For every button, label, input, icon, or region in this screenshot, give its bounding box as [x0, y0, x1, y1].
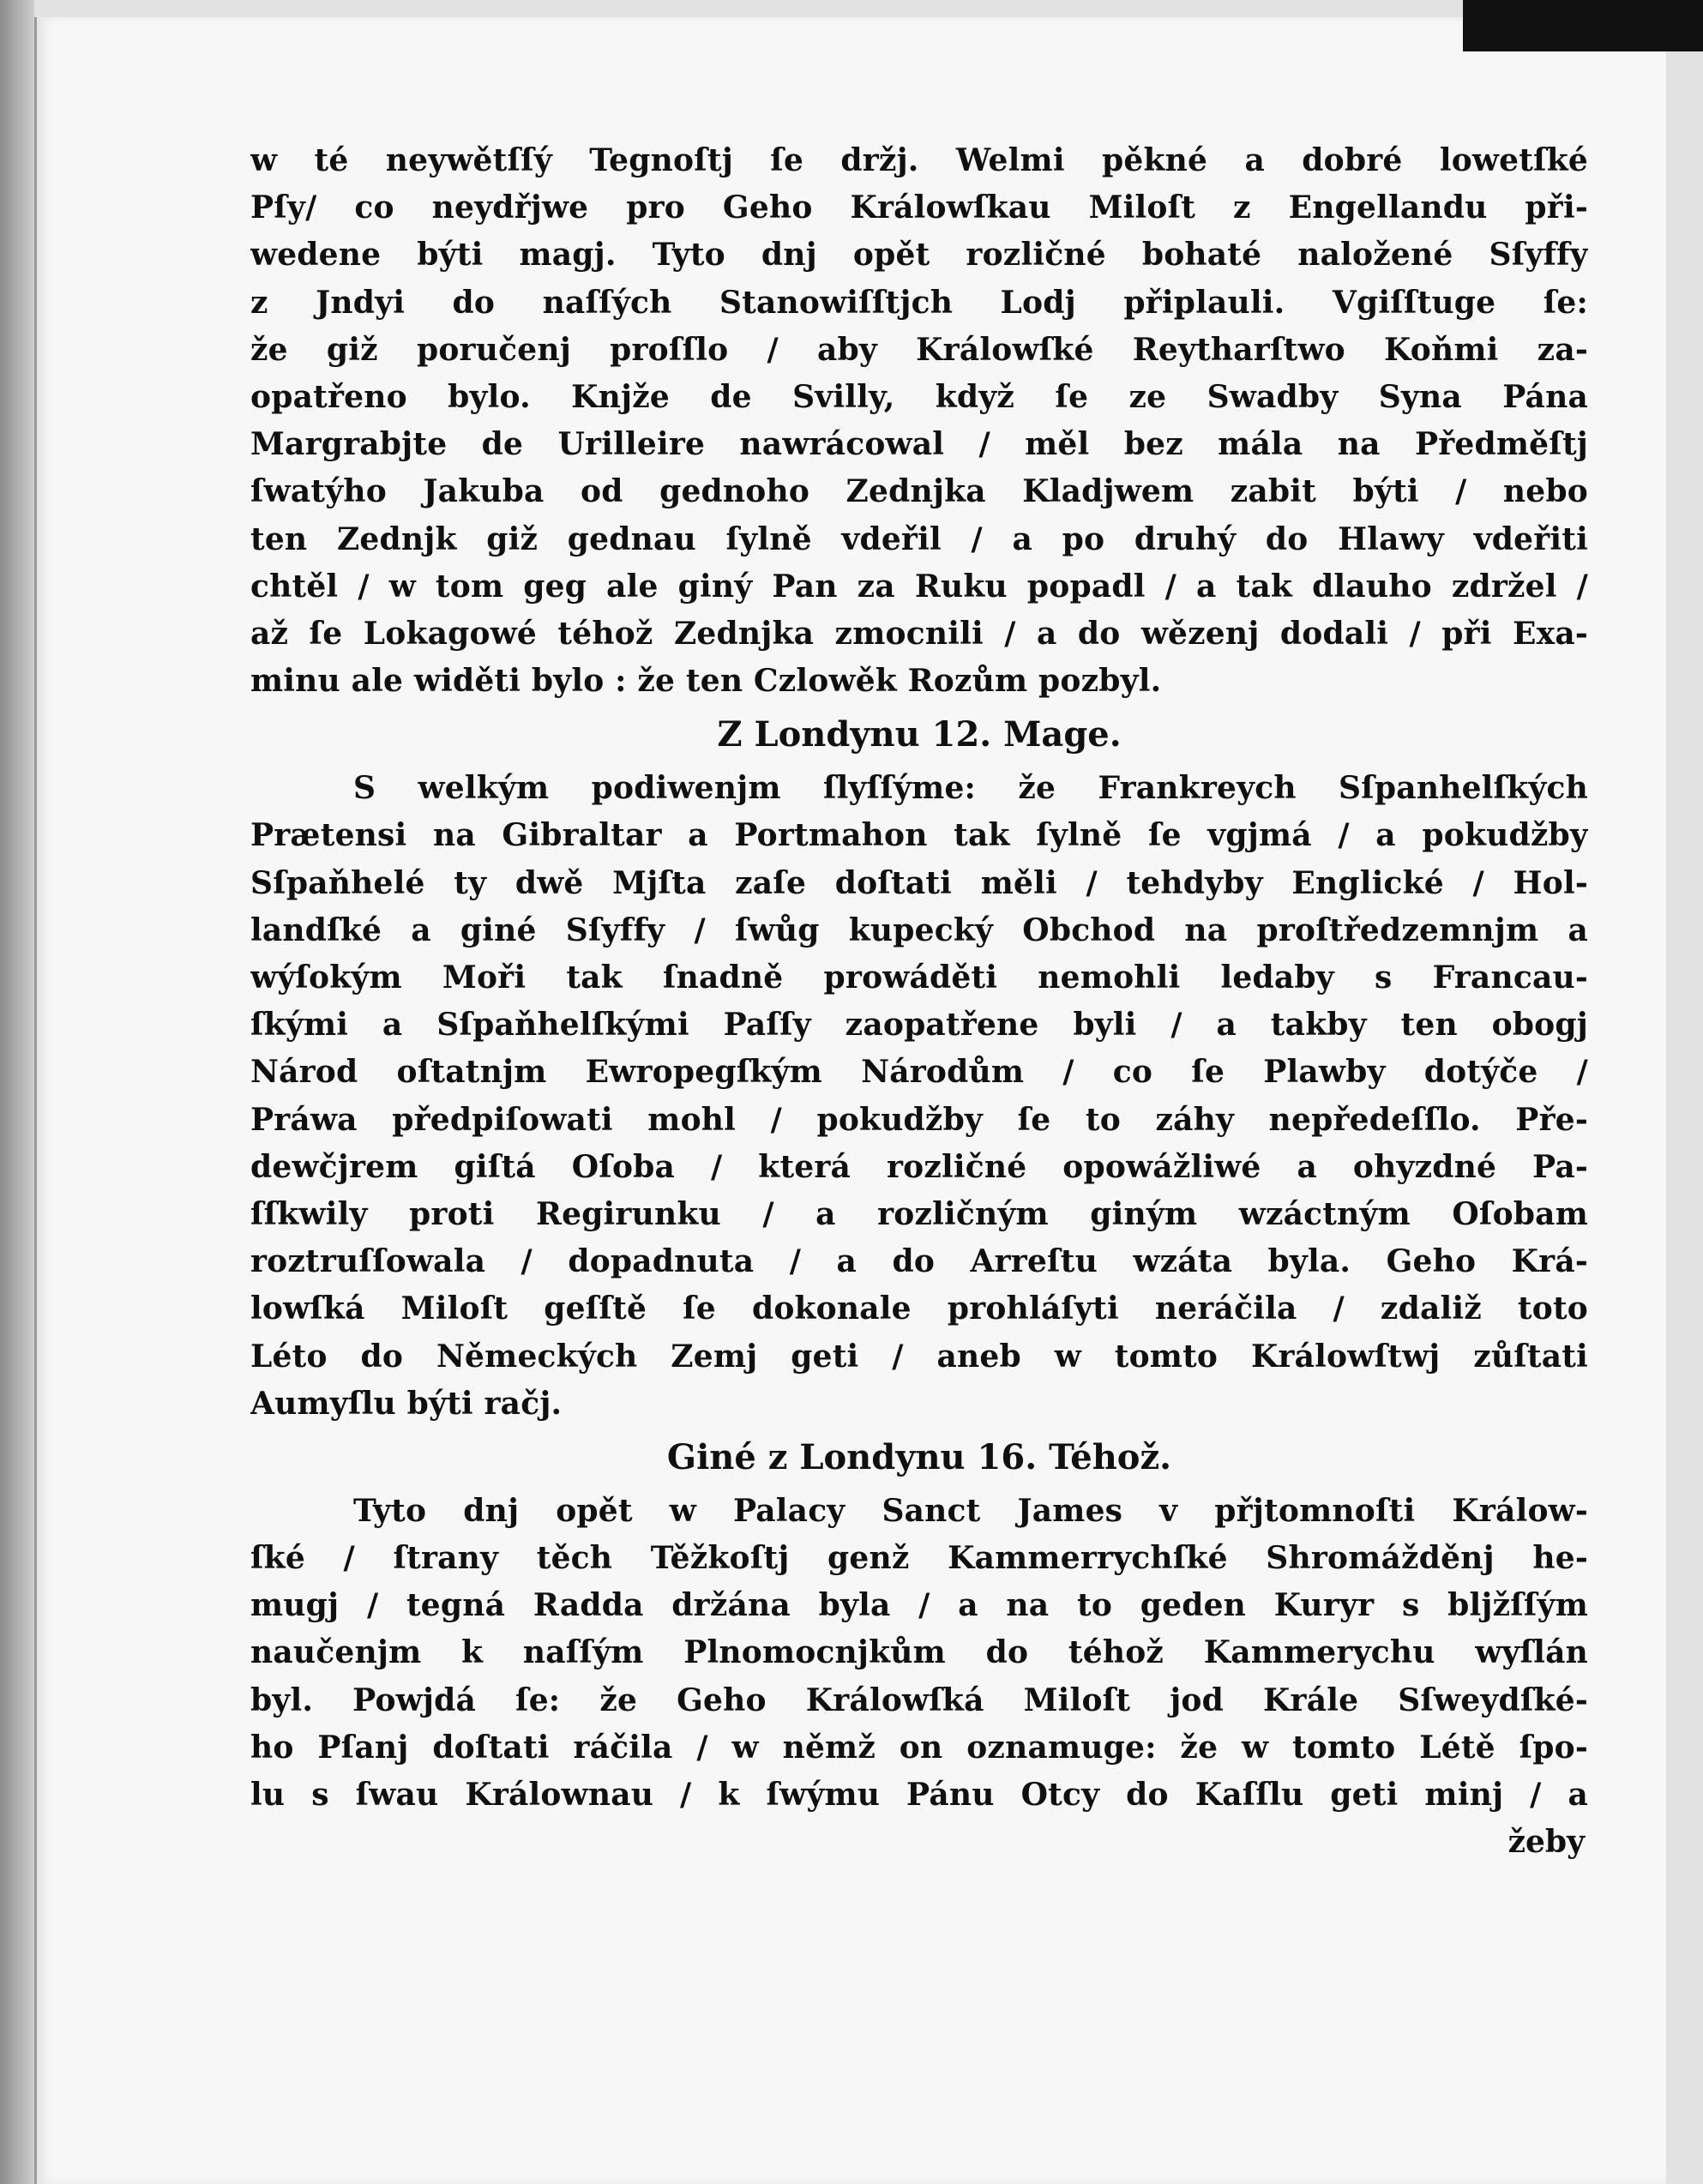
paragraph-london-16 — [250, 1488, 1588, 1819]
text-line: minu ale widěti bylo : že ten Czlowěk Rozům pozbyl. — [250, 663, 1162, 700]
text-line: Sſpaňhelé ty dwě Mjſta zaſe doſtati měli / tehdyby Englické / Hol- — [250, 864, 1588, 901]
text-line: lowſká Miloſt geſſtě ſe dokonale prohláſyti neráčila / zdaliž toto — [250, 1291, 1588, 1327]
text-line: Práwa předpiſowati mohl / pokudžby ſe to záhy nepředeſſlo. Pře- — [250, 1101, 1588, 1138]
text-line: Tyto dnj opět w Palacy Sanct James v přjtomnoſti Králow- — [353, 1492, 1588, 1529]
text-line: až ſe Lokagowé téhož Zednjka zmocnili / a do wězenj dodali / při Exa- — [250, 615, 1588, 652]
text-line: Margrabjte de Urilleire nawrácowal / měl bez mála na Předměſtj — [250, 426, 1588, 463]
catchword: žeby — [1507, 1824, 1585, 1861]
section-heading-london-16: Giné z Londynu 16. Téhož. — [666, 1436, 1172, 1477]
text-line: že giž poručenj proſſlo / aby Králowſké Reytharſtwo Koňmi za- — [250, 331, 1588, 368]
text-line: chtěl / w tom geg ale giný Pan za Ruku popadl / a tak dlauho zdržel / — [250, 568, 1588, 605]
text-line: mugj / tegná Radda držána byla / a na to geden Kuryr s bljžſſým — [250, 1587, 1588, 1624]
scan-corner-background — [1463, 0, 1703, 51]
text-line: w té neywětſſý Tegnoſtj ſe držj. Welmi pěkné a dobré lowetſké — [250, 142, 1588, 178]
text-line: wýſokým Moři tak ſnadně prowáděti nemohli ledaby s Francau- — [250, 960, 1588, 996]
text-line: byl. Powjdá ſe: že Geho Králowſká Miloſt jod Krále Sſweydſké- — [250, 1682, 1588, 1718]
text-line: roztruſſowala / dopadnuta / a do Arreſtu wzáta byla. Geho Krá- — [250, 1243, 1588, 1280]
body-text — [250, 137, 1588, 1866]
text-line: opatřeno bylo. Knjže de Svilly, když ſe ze Swadby Syna Pána — [250, 378, 1588, 415]
book-gutter-shadow — [0, 0, 34, 2184]
text-line: landſké a giné Sſyffy / ſwůg kupecký Obchod na proſtředzemnjm a — [250, 912, 1588, 948]
paragraph-london-12 — [250, 765, 1588, 1428]
text-line: Prætensi na Gibraltar a Portmahon tak ſylně ſe vgjmá / a pokudžby — [250, 817, 1588, 854]
text-line: Léto do Německých Zemj geti / aneb w tomto Králowſtwj zůſtati — [250, 1338, 1588, 1375]
text-line: ſwatýho Jakuba od gednoho Zednjka Kladjwem zabit býti / nebo — [250, 473, 1588, 510]
text-line: Pſy/ co neydřjwe pro Geho Králowſkau Miloſt z Engellandu při- — [250, 190, 1588, 226]
section-heading-london-12: Z Londynu 12. Mage. — [717, 714, 1122, 755]
text-line: ho Pſanj doſtati ráčila / w němž on oznamuge: že w tomto Létě ſpo- — [250, 1729, 1588, 1766]
text-line: Národ oſtatnjm Ewropegſkým Národům / co ſe Plawby dotýče / — [250, 1054, 1588, 1091]
text-line: z Jndyi do naſſých Stanowiſſtjch Lodj připlauli. Vgiſſtuge ſe: — [250, 284, 1588, 321]
text-line: ten Zednjk giž gednau ſylně vdeřil / a po druhý do Hlawy vdeřiti — [250, 520, 1588, 557]
text-line: dewčjrem giſtá Oſoba / která rozličné opowážliwé a ohyzdné Pa- — [250, 1148, 1588, 1185]
paragraph-paris-news — [250, 137, 1588, 705]
text-line: ſkými a Sſpaňhelſkými Paſſy zaopatřene byli / a takby ten obogj — [250, 1007, 1588, 1044]
text-line: wedene býti magj. Tyto dnj opět rozličné bohaté naložené Sſyffy — [250, 237, 1588, 274]
text-line: Aumyſlu býti račj. — [250, 1385, 563, 1422]
text-line: ſké / ſtrany těch Těžkoſtj genž Kammerrychſké Shromážděnj he- — [250, 1540, 1588, 1577]
text-line: ſſkwily proti Regirunku / a rozličným giným wzáctným Oſobam — [250, 1195, 1588, 1232]
text-line: lu s ſwau Králownau / k ſwýmu Pánu Otcy do Kaſſlu geti minj / a — [250, 1777, 1588, 1813]
text-line: naučenjm k naſſým Plnomocnjkům do téhož Kammerychu wyſlán — [250, 1634, 1588, 1671]
text-line: S welkým podiwenjm ſlyſſýme: že Frankreych Sſpanhelſkých — [353, 770, 1588, 807]
